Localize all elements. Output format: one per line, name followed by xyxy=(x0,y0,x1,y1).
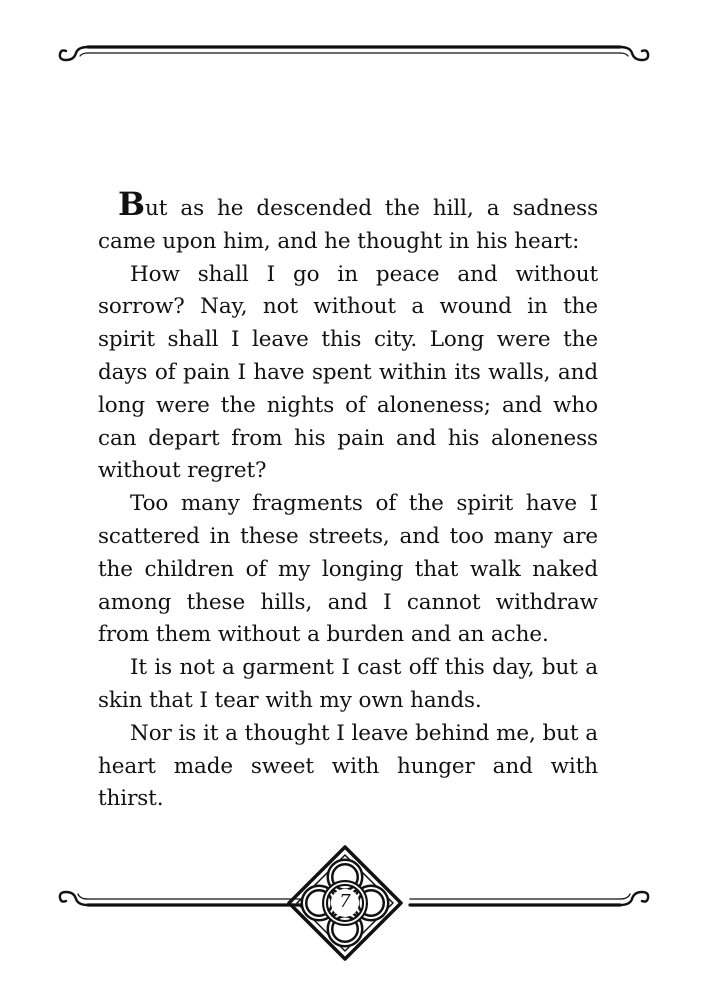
drop-cap: B xyxy=(118,185,146,223)
paragraph-3: Too many fragments of the spirit have I scattered in these streets, and too many are the children of my longing that walk naked among these hills, and I cannot withdraw from them without a burden and an ache. xyxy=(98,491,598,648)
page-number: 7 xyxy=(331,889,359,915)
paragraph-4: It is not a garment I cast off this day, but a skin that I tear with my own hands. xyxy=(98,655,598,713)
paragraph-5: Nor is it a thought I leave behind me, but a heart made sweet with hunger and with thirst. xyxy=(98,720,598,812)
paragraph-1-text: ut as he descended the hill, a sadness came upon him, and he thought in his heart: xyxy=(98,196,598,254)
paragraph-2: How shall I go in peace and without sorrow? Nay, not without a wound in the spirit shall I leave this city. Long were the days of pain I have spent within its walls, and long were the nights of aloneness; and who can depart from his pain and his aloneness without regret? xyxy=(98,261,598,484)
